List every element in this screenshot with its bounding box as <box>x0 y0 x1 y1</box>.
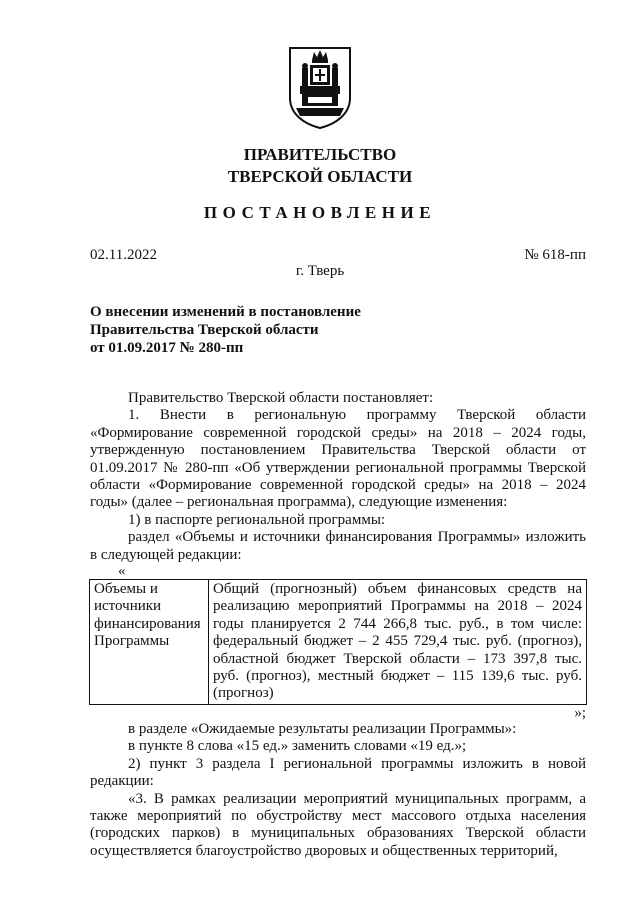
table-cell-content: Общий (прогнозный) объем финансовых средств на реализацию мероприятий Программы на 2018 – 2024 годы планируется 2 744 266,8 тыс. руб., в том числе: федеральный бюджет – 2 455 729,4 тыс. руб. (прогноз), областной бюджет Тверской области – 173 397,8 тыс. руб. (прогноз), местный бюджет – 115 139,6 тыс. руб. (прогноз) <box>209 580 587 705</box>
financing-table <box>89 579 587 705</box>
document-number: № 618-пп <box>524 247 586 263</box>
subject-line1: О внесении изменений в постановление <box>90 304 361 320</box>
paragraph-item-1: 1. Внести в региональную программу Тверской области «Формирование современной городской среды» на 2018 – 2024 годы, утвержденную постановлением Правительства Тверской области от 01.09.2017 № 280-пп «Об утверждении региональной программы Тверской области «Формирование современной городской среды» на 2018 – 2024 годы» (далее – региональная программа), следующие изменения: <box>90 407 586 511</box>
paragraph-subitem-1: 1) в паспорте региональной программы: <box>128 511 386 528</box>
government-title-line2: ТВЕРСКОЙ ОБЛАСТИ <box>227 167 413 186</box>
subject-line3: от 01.09.2017 № 280-пп <box>90 340 244 356</box>
document-date: 02.11.2022 <box>90 247 157 263</box>
paragraph-item-8-change: в пункте 8 слова «15 ед.» заменить словами «19 ед.»; <box>128 738 467 755</box>
paragraph-subitem-2: 2) пункт 3 раздела I региональной программы изложить в новой редакции: <box>90 755 586 790</box>
quote-open-mark: « <box>118 563 126 579</box>
table-cell-label: Объемы и источники финансирования Программы <box>90 580 209 705</box>
body-section-bottom <box>90 721 586 860</box>
paragraph-results-section: в разделе «Ожидаемые результаты реализации Программы»: <box>128 721 517 737</box>
document-type-title: ПОСТАНОВЛЕНИЕ <box>203 203 437 222</box>
quote-close-mark: »; <box>574 705 586 721</box>
government-title-line1: ПРАВИТЕЛЬСТВО <box>243 145 397 164</box>
paragraph-preamble: Правительство Тверской области постановляет: <box>128 390 434 406</box>
paragraph-new-item-3: «3. В рамках реализации мероприятий муниципальных программ, а также мероприятий по обустройству мест массового отдыха населения (городских парков) в муниципальных образованиях Тверской области осуществляется благоустройство дворовых и общественных территорий, <box>90 790 586 859</box>
government-title <box>0 144 640 188</box>
document-city: г. Тверь <box>295 263 345 279</box>
body-section-top <box>90 390 586 564</box>
document-subject <box>90 303 361 357</box>
paragraph-section-change: раздел «Объемы и источники финансирования Программы» изложить в следующей редакции: <box>90 529 586 563</box>
tver-coat-of-arms-icon <box>288 46 352 130</box>
table-row <box>90 580 587 705</box>
subject-line2: Правительства Тверской области <box>90 322 319 338</box>
